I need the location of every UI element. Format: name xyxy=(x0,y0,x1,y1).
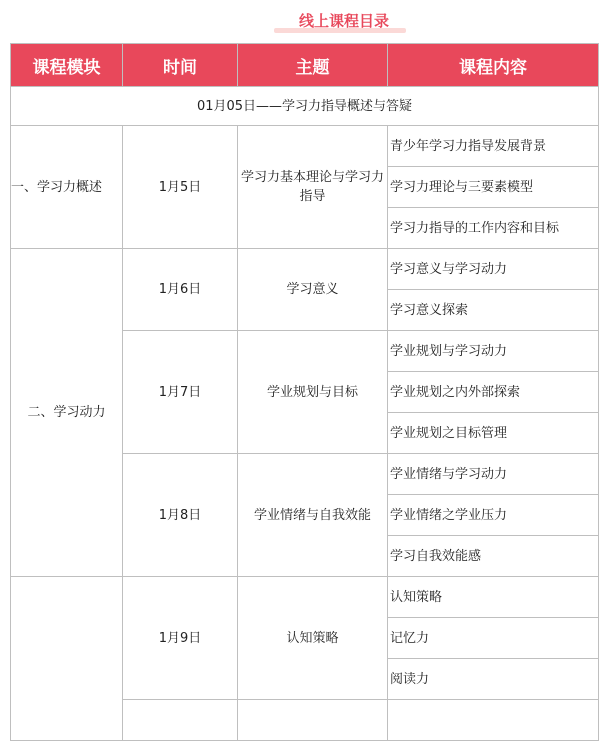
content-item: 阅读力 xyxy=(388,659,599,700)
table-row xyxy=(11,249,599,290)
session-topic-empty xyxy=(238,700,388,741)
session-date: 1月5日 xyxy=(123,126,238,249)
content-item: 学习意义与学习动力 xyxy=(388,249,599,290)
content-item: 学业规划之内外部探索 xyxy=(388,372,599,413)
session-date: 1月6日 xyxy=(123,249,238,331)
content-item: 学习自我效能感 xyxy=(388,536,599,577)
section-row xyxy=(11,87,599,126)
module-name xyxy=(11,577,123,741)
content-item: 学业情绪之学业压力 xyxy=(388,495,599,536)
session-topic: 学习意义 xyxy=(238,249,388,331)
content-item: 认知策略 xyxy=(388,577,599,618)
session-topic: 学业规划与目标 xyxy=(238,331,388,454)
module-name: 二、学习动力 xyxy=(11,249,123,577)
header-row xyxy=(11,44,599,87)
table-row xyxy=(11,126,599,167)
session-date-empty xyxy=(123,700,238,741)
header-time: 时间 xyxy=(123,44,238,87)
session-date: 1月7日 xyxy=(123,331,238,454)
content-item: 学业情绪与学习动力 xyxy=(388,454,599,495)
section-title: 01月05日——学习力指导概述与答疑 xyxy=(11,87,599,126)
session-topic: 认知策略 xyxy=(238,577,388,700)
header-topic: 主题 xyxy=(238,44,388,87)
session-topic: 学习力基本理论与学习力指导 xyxy=(238,126,388,249)
content-item: 学习力理论与三要素模型 xyxy=(388,167,599,208)
module-name: 一、学习力概述 xyxy=(11,126,123,249)
page-title: 线上课程目录 xyxy=(298,12,389,30)
table-row xyxy=(11,577,599,618)
content-item: 学习力指导的工作内容和目标 xyxy=(388,208,599,249)
course-table xyxy=(10,43,599,741)
content-item: 记忆力 xyxy=(388,618,599,659)
content-item: 学业规划之目标管理 xyxy=(388,413,599,454)
header-module: 课程模块 xyxy=(11,44,123,87)
session-date: 1月9日 xyxy=(123,577,238,700)
content-item: 青少年学习力指导发展背景 xyxy=(388,126,599,167)
title-area xyxy=(0,0,606,40)
session-date: 1月8日 xyxy=(123,454,238,577)
content-item: 学习意义探索 xyxy=(388,290,599,331)
header-content: 课程内容 xyxy=(388,44,599,87)
content-item: 学业规划与学习动力 xyxy=(388,331,599,372)
session-topic: 学业情绪与自我效能 xyxy=(238,454,388,577)
content-item-empty xyxy=(388,700,599,741)
